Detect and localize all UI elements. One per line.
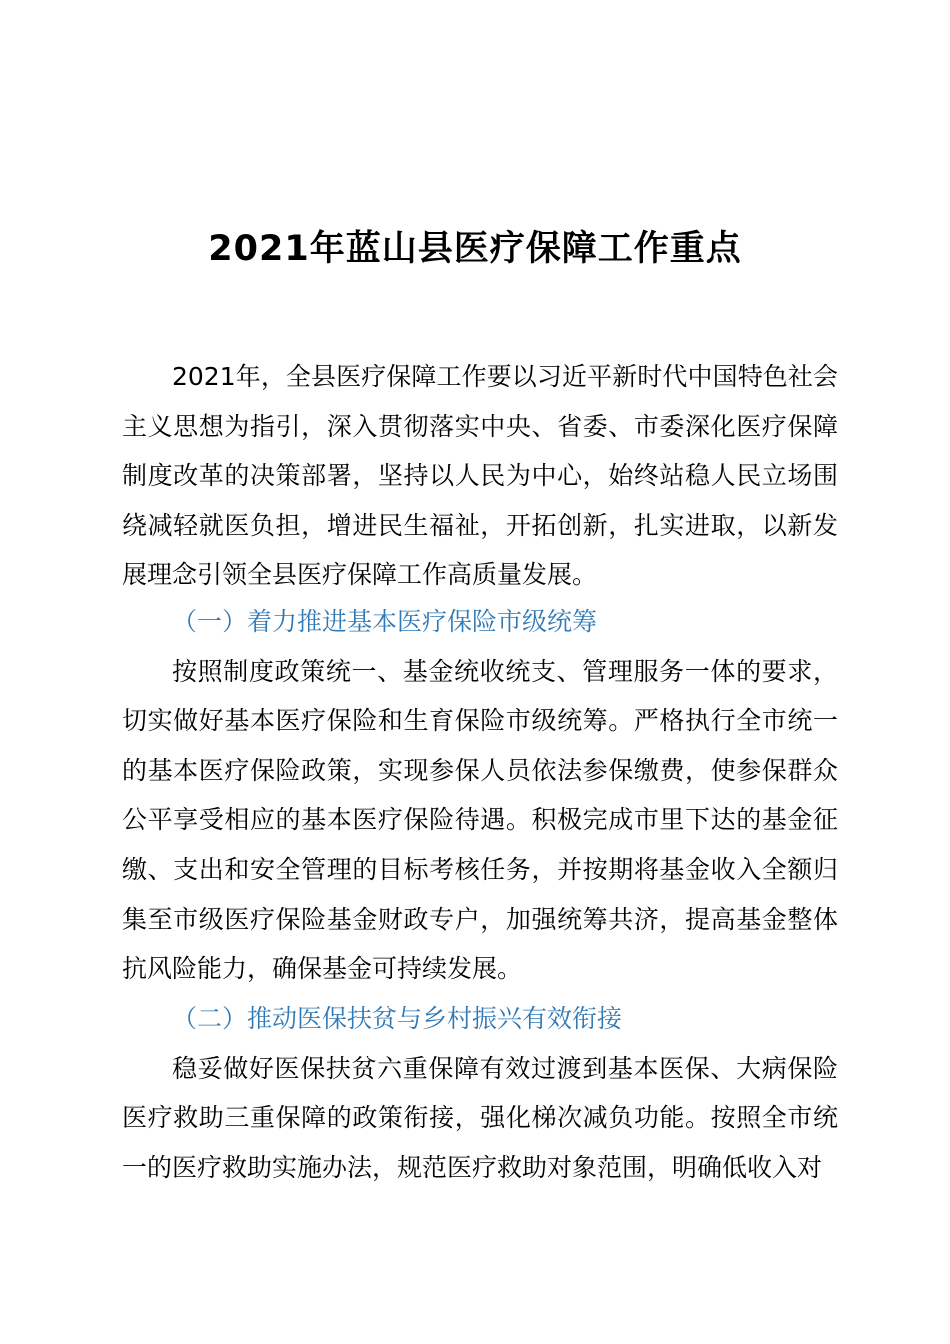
section-1 [122,597,838,994]
section-2-body: 稳妥做好医保扶贫六重保障有效过渡到基本医保、大病保险医疗救助三重保障的政策衔接，强化梯次减负功能。按照全市统一的医疗救助实施办法，规范医疗救助对象范围，明确低收入对 [122,1053,838,1182]
intro-block [122,352,838,600]
page-title: 2021年蓝山县医疗保障工作重点 [208,229,742,269]
section-2 [122,994,838,1192]
section-2-heading: （二）推动医保扶贫与乡村振兴有效衔接 [172,1004,623,1033]
section-1-body: 按照制度政策统一、基金统收统支、管理服务一体的要求，切实做好基本医疗保险和生育保险市级统筹。严格执行全市统一的基本医疗保险政策，实现参保人员依法参保缴费，使参保群众公平享受相应的基本医疗保险待遇。积极完成市里下达的基金征缴、支出和安全管理的目标考核任务，并按期将基金收入全额归集至市级医疗保险基金财政专户，加强统筹共济，提高基金整体抗风险能力，确保基金可持续发展。 [122,656,838,984]
section-1-heading: （一）着力推进基本医疗保险市级统筹 [172,607,598,636]
intro-paragraph: 2021年，全县医疗保障工作要以习近平新时代中国特色社会主义思想为指引，深入贯彻落实中央、省委、市委深化医疗保障制度改革的决策部署，坚持以人民为中心，始终站稳人民立场围绕减轻就医负担，增进民生福祉，开拓创新，扎实进取，以新发展理念引领全县医疗保障工作高质量发展。 [122,362,838,590]
